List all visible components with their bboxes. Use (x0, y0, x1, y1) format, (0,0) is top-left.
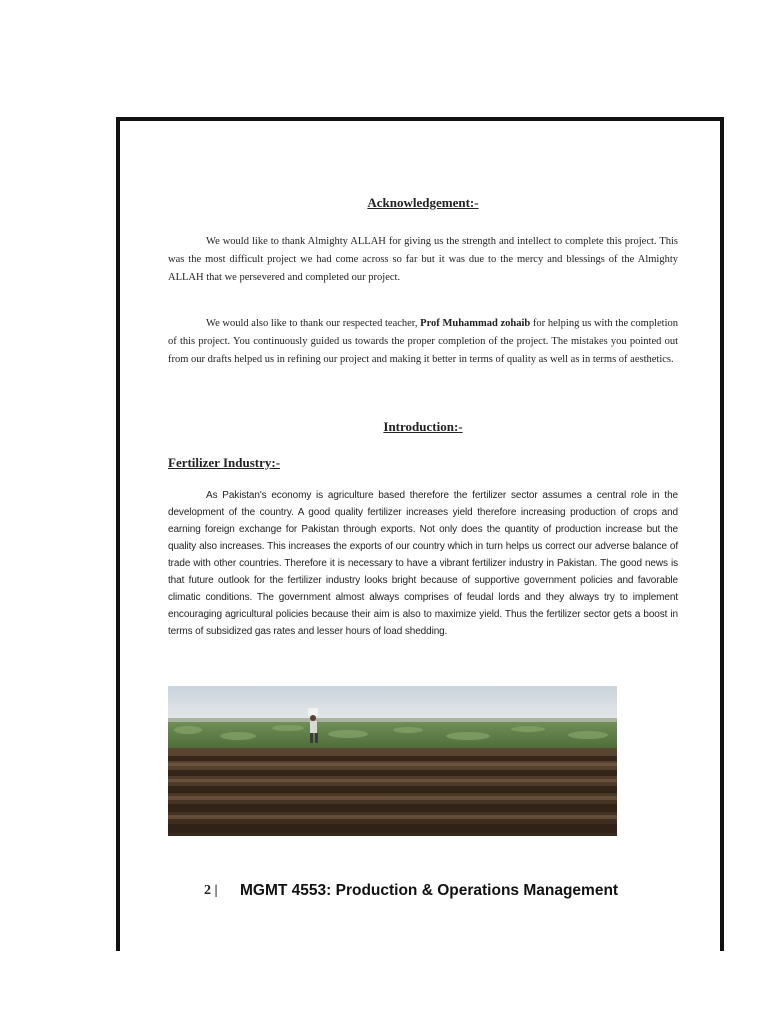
farm-field-illustration (168, 686, 617, 836)
acknowledgement-paragraph-2-end: for helping us with the completion of this project. You continuously guided us towards the proper completion of the project. The mistakes you pointed out from our drafts helped us in refining our project and making it better in terms of quality as well as in terms of aesthetics. (168, 318, 679, 365)
page-footer (204, 881, 624, 903)
introduction-heading: Introduction:- (383, 419, 463, 434)
acknowledgement-paragraph-2 (168, 315, 678, 369)
document-page (116, 117, 724, 951)
acknowledgement-heading: Acknowledgement:- (367, 195, 479, 210)
farm-field-photo (168, 686, 617, 836)
course-title: MGMT 4553: Production & Operations Management (240, 882, 619, 899)
acknowledgement-paragraph-1: We would like to thank Almighty ALLAH for giving us the strength and intellect to complete this project. This was the most difficult project we had come across so far but it was due to the mercy and blessings of the Almighty ALLAH that we persevered and completed our project. (168, 236, 678, 283)
page-number: 2 | (204, 883, 218, 898)
teacher-name: Prof Muhammad zohaib (420, 318, 531, 329)
fertilizer-industry-heading: Fertilizer Industry:- (168, 455, 281, 470)
fertilizer-industry-paragraph: As Pakistan's economy is agriculture based therefore the fertilizer sector assumes a central role in the development of the country. A good quality fertilizer increases yield therefore increasing production of crops and earning foreign exchange for Pakistan through exports. Not only does the quantity of production increase but the quality also increases. This increases the exports of our country which in turn helps us correct our adverse balance of trade with other countries. Therefore it is necessary to have a vibrant fertilizer industry in Pakistan. The good news is that future outlook for the fertilizer industry looks bright because of supportive government policies and favorable climatic conditions. The government almost always comprises of feudal lords and they always try to implement encouraging agricultural policies because their aim is also to maximize yield. Thus the fertilizer sector gets a boost in terms of subsidized gas rates and lesser hours of load shedding. (168, 490, 678, 637)
acknowledgement-paragraph-2-start: We would also like to thank our respected teacher, (206, 318, 421, 329)
